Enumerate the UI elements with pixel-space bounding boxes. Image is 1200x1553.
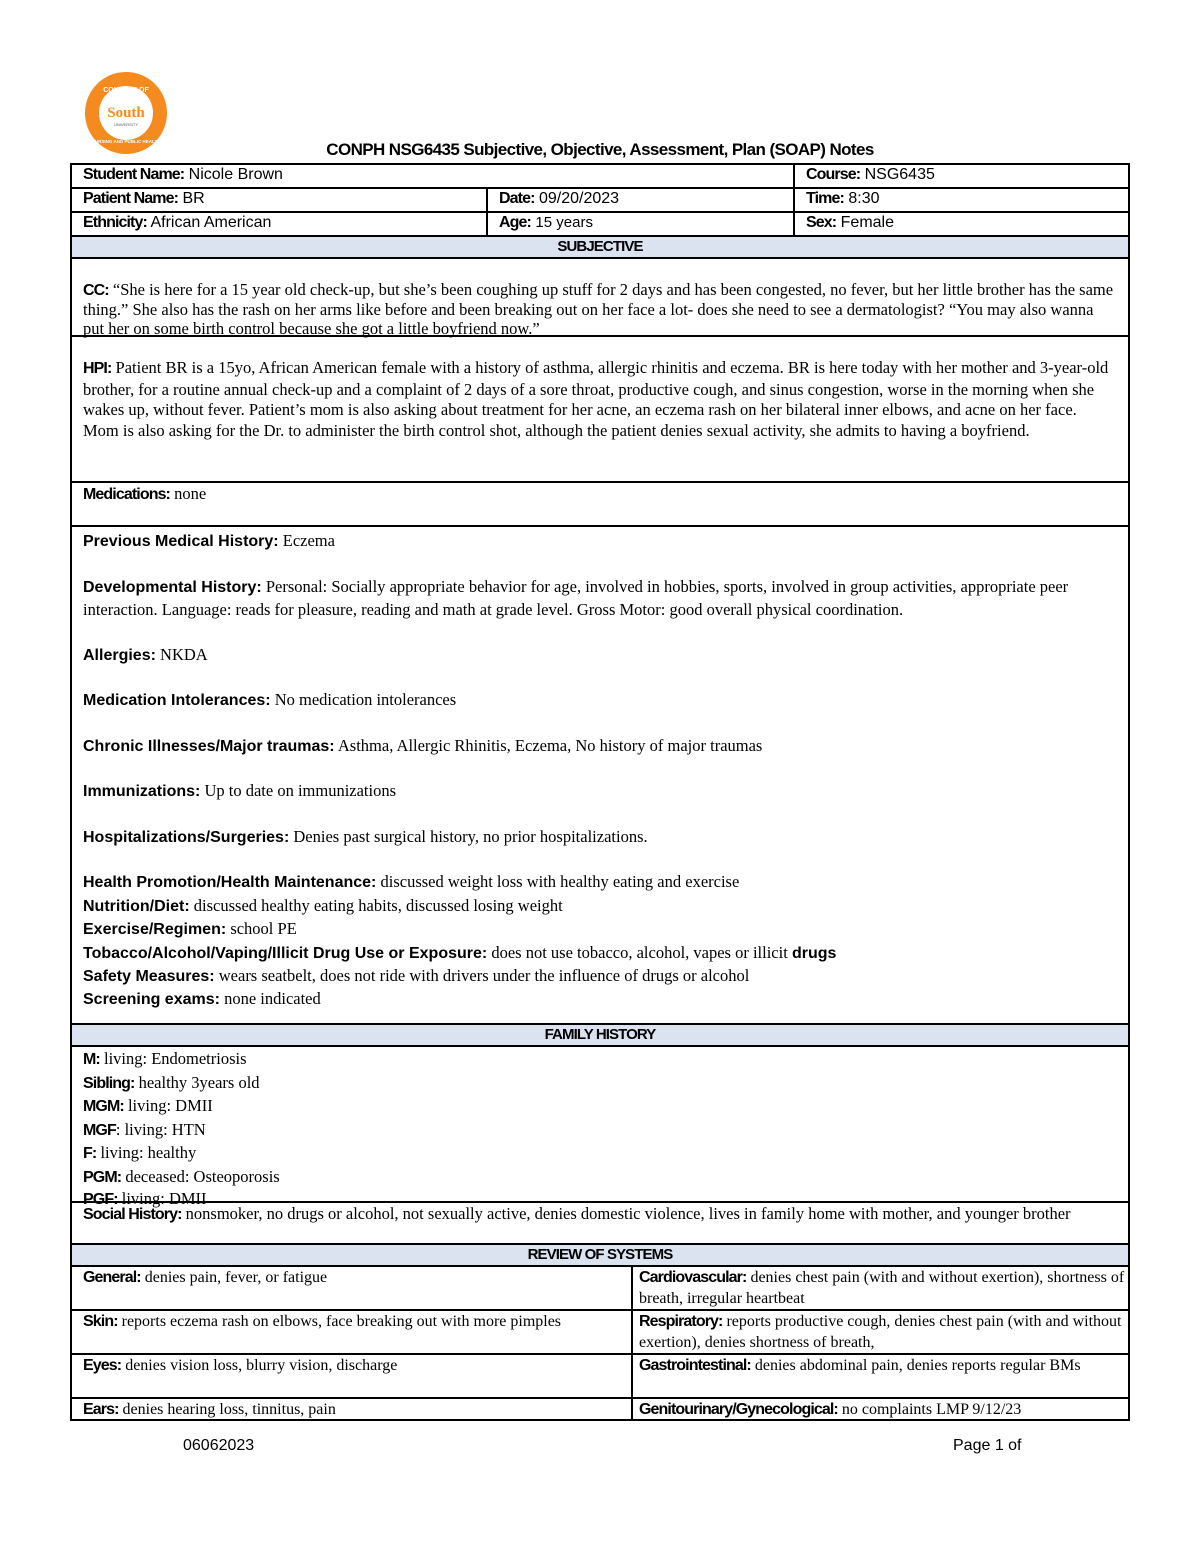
logo-sub-text: UNIVERSITY	[113, 122, 139, 127]
ros-text: no complaints LMP 9/12/23	[841, 1401, 1022, 1418]
sex-label: Sex:	[806, 214, 837, 231]
ros-text: denies chest pain (with and without exertion), shortness of breath, irregular heartbeat	[639, 1269, 1125, 1307]
pmh-line	[83, 530, 1116, 554]
family-item	[83, 1072, 1116, 1096]
header-row-student	[72, 165, 1128, 189]
ros-row	[72, 1399, 1128, 1419]
chief-complaint	[72, 259, 1128, 337]
allergies-line	[83, 644, 1116, 668]
dev-label: Developmental History:	[83, 578, 262, 596]
ros-row	[72, 1311, 1128, 1355]
patient-name-cell	[72, 189, 486, 211]
time-cell	[793, 189, 1128, 211]
logo-ring-text: NURSING AND PUBLIC HEALTH	[91, 139, 161, 144]
student-name-value: Nicole Brown	[188, 166, 283, 183]
course-cell	[793, 165, 1128, 187]
cc-label: CC:	[83, 282, 109, 299]
exercise-label: Exercise/Regimen:	[83, 921, 227, 938]
section-family-history: FAMILY HISTORY	[72, 1025, 1128, 1047]
time-label: Time:	[806, 190, 844, 207]
family-item	[83, 1166, 1116, 1190]
hp-text: discussed weight loss with healthy eating and exercise	[380, 872, 740, 891]
family-member-label: PGF:	[83, 1191, 118, 1208]
tobacco-text: does not use tobacco, alcohol, vapes or illicit	[491, 942, 788, 962]
hp-label: Health Promotion/Health Maintenance:	[83, 874, 377, 891]
family-item	[83, 1119, 1116, 1143]
ros-label: Ears:	[83, 1401, 119, 1418]
social-text: nonsmoker, no drugs or alcohol, not sexually active, denies domestic violence, lives in family home with mother, and younger brother	[185, 1204, 1071, 1223]
tobacco-tail: drugs	[791, 944, 837, 962]
family-member-label: MGF	[83, 1121, 116, 1139]
screening-line	[83, 989, 1116, 1009]
ros-gastrointestinal	[633, 1355, 1128, 1397]
safety-label: Safety Measures:	[83, 968, 215, 985]
family-item	[83, 1142, 1116, 1166]
date-value: 09/20/2023	[538, 190, 620, 207]
family-member-label: PGM:	[83, 1168, 122, 1186]
family-member-text: deceased: Osteoporosis	[125, 1166, 280, 1186]
ros-text: reports productive cough, denies chest pain (with and without exertion), denies shortness of breath,	[639, 1313, 1122, 1351]
patient-name-label: Patient Name:	[83, 190, 178, 207]
family-member-text: living: healthy	[100, 1143, 197, 1162]
safety-line	[83, 965, 1116, 989]
tobacco-line	[83, 942, 1116, 966]
tobacco-label: Tobacco/Alcohol/Vaping/Illicit Drug Use or Exposure:	[83, 944, 488, 962]
family-member-label: M:	[83, 1051, 100, 1068]
immun-text: Up to date on immunizations	[204, 781, 397, 800]
ros-label: Respiratory:	[639, 1313, 723, 1330]
family-history-list	[72, 1047, 1128, 1208]
logo-top-text: COLLEGE OF	[103, 87, 149, 94]
chronic-line	[83, 735, 1116, 759]
developmental-line	[83, 576, 1116, 622]
family-member-label: MGM:	[83, 1098, 124, 1115]
date-cell	[486, 189, 793, 211]
ros-row	[72, 1355, 1128, 1399]
ros-general	[72, 1267, 633, 1309]
med-intol-label: Medication Intolerances:	[83, 692, 271, 709]
family-member-text: : living: HTN	[115, 1119, 206, 1139]
ros-text: reports eczema rash on elbows, face breaking out with more pimples	[121, 1313, 562, 1330]
immun-label: Immunizations:	[83, 783, 201, 800]
hpi	[72, 337, 1128, 483]
course-value: NSG6435	[864, 166, 935, 183]
ros-label: Gastrointestinal:	[639, 1357, 751, 1374]
ros-text: denies vision loss, blurry vision, discharge	[125, 1357, 398, 1374]
nutrition-line	[83, 895, 1116, 919]
family-member-text: healthy 3years old	[138, 1072, 260, 1092]
soap-form	[70, 163, 1130, 1421]
dev-text: Personal: Socially appropriate behavior for age, involved in hobbies, sports, involved in group activities, appropriate peer interaction. Language: reads for pleasure, reading and math at grade level. Gross Motor: good overall physical coordination.	[83, 576, 1069, 619]
family-item	[83, 1048, 1116, 1072]
ros-text: denies hearing loss, tinnitus, pain	[122, 1401, 336, 1418]
immunizations-line	[83, 780, 1116, 804]
student-name-cell	[72, 165, 793, 187]
ros-text: denies pain, fever, or fatigue	[144, 1269, 328, 1286]
ethnicity-value: African American	[150, 214, 272, 231]
chronic-text: Asthma, Allergic Rhinitis, Eczema, No history of major traumas	[337, 735, 763, 755]
ros-label: Cardiovascular:	[639, 1269, 747, 1286]
screening-text: none indicated	[224, 988, 321, 1008]
med-intolerances-line	[83, 689, 1116, 713]
cc-text: “She is here for a 15 year old check-up, but she’s been coughing up stuff for 2 days and has been congested, no fever, but her little brother has the same thing.” She also has the rash on her arms like before and been breaking out on her face a lot- does she need to see a dermatologist? “You may also wanna put her on some birth control because she got a little boyfriend now.”	[83, 280, 1114, 338]
safety-text: wears seatbelt, does not ride with drivers under the influence of drugs or alcohol	[218, 966, 750, 985]
ros-respiratory	[633, 1311, 1128, 1353]
section-review-of-systems: REVIEW OF SYSTEMS	[72, 1245, 1128, 1267]
family-member-text: living: DMII	[127, 1096, 213, 1115]
section-subjective: SUBJECTIVE	[72, 237, 1128, 259]
hpi-label: HPI:	[83, 360, 112, 377]
screening-label: Screening exams:	[83, 990, 220, 1008]
family-member-label: F:	[83, 1145, 97, 1162]
sex-cell	[793, 213, 1128, 235]
medications-text: none	[174, 484, 207, 503]
med-intol-text: No medication intolerances	[274, 690, 457, 709]
footer-page: Page 1 of	[953, 1437, 1022, 1454]
ros-label: General:	[83, 1269, 141, 1286]
ros-row	[72, 1267, 1128, 1311]
ros-label: Eyes:	[83, 1357, 122, 1374]
sex-value: Female	[840, 214, 895, 231]
hospitalizations-line	[83, 826, 1116, 850]
medications-label: Medications:	[83, 486, 170, 503]
allergies-label: Allergies:	[83, 646, 156, 664]
ros-cardiovascular	[633, 1267, 1128, 1309]
family-member-text: living: DMII	[121, 1189, 207, 1208]
health-promotion-line	[83, 871, 1116, 895]
footer-code: 06062023	[183, 1437, 255, 1454]
document-title: CONPH NSG6435 Subjective, Objective, Assessment, Plan (SOAP) Notes	[326, 140, 874, 159]
family-member-text: living: Endometriosis	[103, 1049, 247, 1068]
ethnicity-cell	[72, 213, 486, 235]
pmh-text: Eczema	[282, 531, 335, 550]
ros-text: denies abdominal pain, denies reports regular BMs	[754, 1357, 1081, 1374]
course-label: Course:	[806, 166, 861, 183]
age-cell	[486, 213, 793, 235]
hosp-text: Denies past surgical history, no prior hospitalizations.	[293, 826, 648, 846]
ros-skin	[72, 1311, 633, 1353]
lifestyle-group	[83, 871, 1116, 1009]
history-block	[72, 527, 1128, 1025]
family-member-label: Sibling:	[83, 1074, 135, 1092]
hosp-label: Hospitalizations/Surgeries:	[83, 828, 290, 846]
student-name-label: Student Name:	[83, 166, 185, 183]
ros-label: Genitourinary/Gynecological:	[639, 1401, 838, 1418]
age-label: Age:	[499, 214, 531, 231]
logo-name: South	[107, 105, 145, 121]
ros-genitourinary	[633, 1399, 1128, 1419]
social-history	[72, 1203, 1128, 1245]
exercise-text: school PE	[230, 919, 297, 938]
ros-label: Skin:	[83, 1313, 118, 1330]
social-label: Social History:	[83, 1206, 182, 1223]
pmh-label: Previous Medical History:	[83, 533, 279, 550]
hpi-text: Patient BR is a 15yo, African American female with a history of asthma, allergic rhinitis and eczema. BR is here today with her mother and 3-year-old brother, for a routine annual check-up and a complaint of 2 days of a sore throat, productive cough, and sinus congestion, worse in the morning when she wakes up, without fever. Patient’s mom is also asking about treatment for her acne, an eczema rash on her bilateral inner elbows, and acne on her face. Mom is also asking for the Dr. to administer the birth control shot, although the patient denies sexual activity, she admits to having a boyfriend.	[83, 358, 1109, 440]
family-item	[83, 1095, 1116, 1119]
header-row-ethnicity	[72, 213, 1128, 237]
time-value: 8:30	[848, 190, 880, 207]
date-label: Date:	[499, 190, 535, 207]
age-value: 15 years	[535, 214, 593, 231]
ethnicity-label: Ethnicity:	[83, 214, 147, 231]
header-row-patient	[72, 189, 1128, 213]
nutrition-text: discussed healthy eating habits, discussed losing weight	[193, 895, 563, 915]
ros-eyes	[72, 1355, 633, 1397]
chronic-label: Chronic Illnesses/Major traumas:	[83, 737, 335, 755]
exercise-line	[83, 918, 1116, 942]
allergies-text: NKDA	[160, 644, 208, 664]
patient-name-value: BR	[182, 190, 205, 207]
nutrition-label: Nutrition/Diet:	[83, 897, 190, 915]
medications	[72, 483, 1128, 527]
ros-ears	[72, 1399, 633, 1419]
